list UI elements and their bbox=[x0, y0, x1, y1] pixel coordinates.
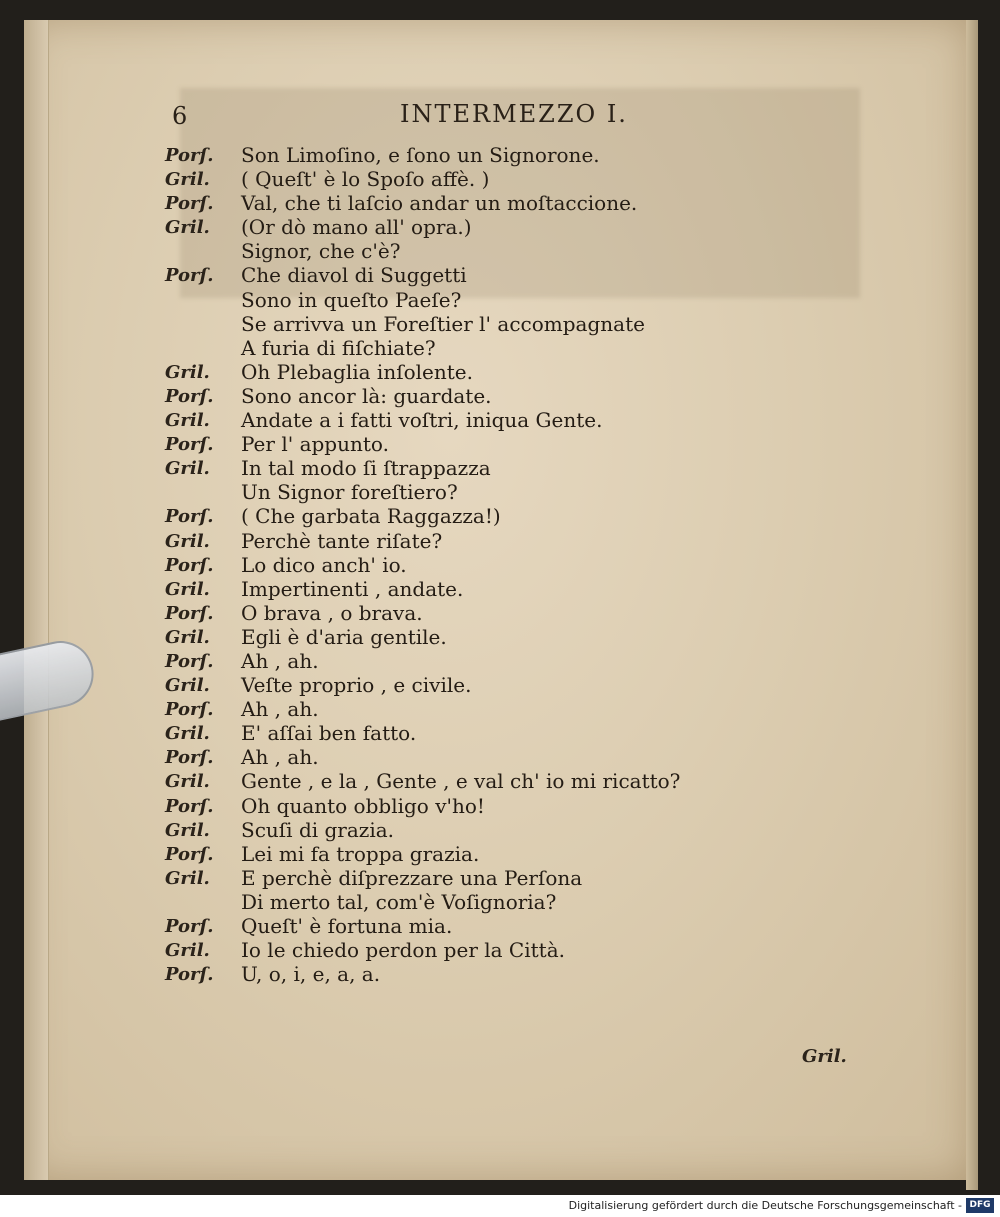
verse-text: Ah , ah. bbox=[241, 697, 319, 722]
speaker-label: Gril. bbox=[165, 217, 210, 239]
speaker-label: Porſ. bbox=[165, 699, 214, 721]
page-header bbox=[172, 98, 822, 134]
dialogue-line bbox=[165, 360, 885, 384]
verse-text: Sono ancor là: guardate. bbox=[241, 383, 492, 408]
speaker-label: Gril. bbox=[165, 723, 210, 745]
verse-text: Un Signor foreſtiero? bbox=[241, 480, 458, 505]
speaker-label: Porſ. bbox=[165, 650, 214, 672]
speaker-label: Gril. bbox=[165, 771, 210, 793]
page-number: 6 bbox=[172, 102, 188, 130]
dialogue-line bbox=[165, 769, 885, 793]
dialogue-line bbox=[165, 866, 885, 890]
speaker-label: Gril. bbox=[165, 819, 210, 841]
verse-text: Ah , ah. bbox=[241, 648, 319, 673]
funding-credit: Digitalisierung gefördert durch die Deutsche Forschungsgemeinschaft - bbox=[568, 1199, 962, 1212]
dialogue-line bbox=[165, 794, 885, 818]
speaker-label: Porſ. bbox=[165, 795, 214, 817]
page-gutter-edge bbox=[24, 20, 49, 1180]
speaker-label: Porſ. bbox=[165, 843, 214, 865]
dialogue-line bbox=[165, 312, 885, 336]
dialogue-line bbox=[165, 408, 885, 432]
dialogue-line bbox=[165, 890, 885, 914]
catchword: Gril. bbox=[802, 1046, 847, 1067]
speaker-label: Gril. bbox=[165, 530, 210, 552]
dialogue-line bbox=[165, 336, 885, 360]
speaker-label: Porſ. bbox=[165, 747, 214, 769]
dialogue-line bbox=[165, 577, 885, 601]
dialogue-line bbox=[165, 818, 885, 842]
speaker-label: Porſ. bbox=[165, 434, 214, 456]
speaker-label: Gril. bbox=[165, 361, 210, 383]
verse-text: Veſte proprio , e civile. bbox=[241, 673, 472, 698]
speaker-label: Porſ. bbox=[165, 385, 214, 407]
speaker-label: Gril. bbox=[165, 626, 210, 648]
verse-text: Ah , ah. bbox=[241, 745, 319, 770]
verse-text: Signor, che c'è? bbox=[241, 239, 401, 264]
verse-text: U, o, i, e, a, a. bbox=[241, 962, 381, 987]
verse-text: Queſt' è fortuna mia. bbox=[241, 914, 453, 938]
dialogue-lines bbox=[165, 143, 885, 986]
dialogue-line bbox=[165, 673, 885, 697]
dialogue-line bbox=[165, 842, 885, 866]
verse-text: Oh Plebaglia inſolente. bbox=[241, 359, 473, 384]
dialogue-line bbox=[165, 962, 885, 986]
verse-text: O brava , o brava. bbox=[241, 600, 423, 625]
verse-text: Di merto tal, com'è Voſignoria? bbox=[241, 889, 557, 914]
dialogue-line bbox=[165, 504, 885, 528]
dialogue-line bbox=[165, 384, 885, 408]
dialogue-line bbox=[165, 239, 885, 263]
speaker-label: Gril. bbox=[165, 169, 210, 191]
verse-text: Per l' appunto. bbox=[241, 432, 389, 457]
speaker-label: Porſ. bbox=[165, 964, 214, 986]
dialogue-line bbox=[165, 529, 885, 553]
verse-text: Io le chiedo perdon per la Città. bbox=[241, 938, 565, 963]
running-title: INTERMEZZO I. bbox=[400, 100, 628, 128]
verse-text: Sono in queſto Paeſe? bbox=[241, 287, 462, 312]
speaker-label: Porſ. bbox=[165, 193, 214, 215]
verse-text: Scuſi di grazia. bbox=[241, 817, 394, 842]
verse-text: Che diavol di Suggetti bbox=[241, 263, 467, 288]
dialogue-line bbox=[165, 601, 885, 625]
dialogue-line bbox=[165, 553, 885, 577]
speaker-label: Porſ. bbox=[165, 506, 214, 528]
speaker-label: Porſ. bbox=[165, 916, 214, 937]
verse-text: Val, che ti laſcio andar un moſtaccione. bbox=[241, 191, 638, 216]
footer-bar bbox=[0, 1195, 1000, 1217]
dialogue-line bbox=[165, 215, 885, 239]
dialogue-line bbox=[165, 480, 885, 504]
dialogue-line bbox=[165, 288, 885, 312]
page-right-edge bbox=[966, 20, 978, 1190]
dialogue-line bbox=[165, 456, 885, 480]
verse-text: Lo dico anch' io. bbox=[241, 552, 407, 577]
dialogue-line bbox=[165, 143, 885, 167]
verse-text: Son Limoſino, e ſono un Signorone. bbox=[241, 143, 600, 167]
dialogue-line bbox=[165, 625, 885, 649]
speaker-label: Gril. bbox=[165, 867, 210, 889]
speaker-label: Porſ. bbox=[165, 554, 214, 576]
speaker-label: Gril. bbox=[165, 675, 210, 697]
verse-text: Gente , e la , Gente , e val ch' io mi ricatto? bbox=[241, 769, 681, 794]
speaker-label: Porſ. bbox=[165, 602, 214, 624]
dialogue-line bbox=[165, 914, 885, 938]
speaker-label: Gril. bbox=[165, 940, 210, 962]
verse-text: ( Che garbata Raggazza!) bbox=[241, 504, 501, 529]
verse-text: Andate a i fatti voſtri, iniqua Gente. bbox=[241, 408, 603, 433]
dialogue-line bbox=[165, 167, 885, 191]
speaker-label: Porſ. bbox=[165, 265, 214, 287]
verse-text: ( Queſt' è lo Spoſo affè. ) bbox=[241, 167, 490, 192]
verse-text: E' aſſai ben fatto. bbox=[241, 721, 417, 746]
dialogue-line bbox=[165, 191, 885, 215]
dialogue-line bbox=[165, 745, 885, 769]
verse-text: Lei mi fa troppa grazia. bbox=[241, 841, 480, 866]
dialogue-line bbox=[165, 432, 885, 456]
speaker-label: Gril. bbox=[165, 578, 210, 600]
dfg-logo: DFG bbox=[966, 1198, 994, 1213]
verse-text: Impertinenti , andate. bbox=[241, 576, 464, 601]
speaker-label: Porſ. bbox=[165, 145, 214, 166]
dialogue-line bbox=[165, 697, 885, 721]
speaker-label: Gril. bbox=[165, 458, 210, 480]
verse-text: In tal modo ſi ſtrappazza bbox=[241, 456, 491, 481]
dialogue-line bbox=[165, 938, 885, 962]
speaker-label: Gril. bbox=[165, 410, 210, 432]
verse-text: A furia di fiſchiate? bbox=[241, 335, 436, 360]
verse-text: Se arrivva un Foreſtier l' accompagnate bbox=[241, 311, 645, 336]
verse-text: Oh quanto obbligo v'ho! bbox=[241, 793, 485, 818]
verse-text: Egli è d'aria gentile. bbox=[241, 624, 447, 649]
dialogue-line bbox=[165, 721, 885, 745]
verse-text: E perchè diſprezzare una Perſona bbox=[241, 865, 583, 890]
verse-text: Perchè tante riſate? bbox=[241, 528, 443, 553]
dialogue-line bbox=[165, 649, 885, 673]
verse-text: (Or dò mano all' opra.) bbox=[241, 215, 472, 240]
dialogue-line bbox=[165, 263, 885, 287]
